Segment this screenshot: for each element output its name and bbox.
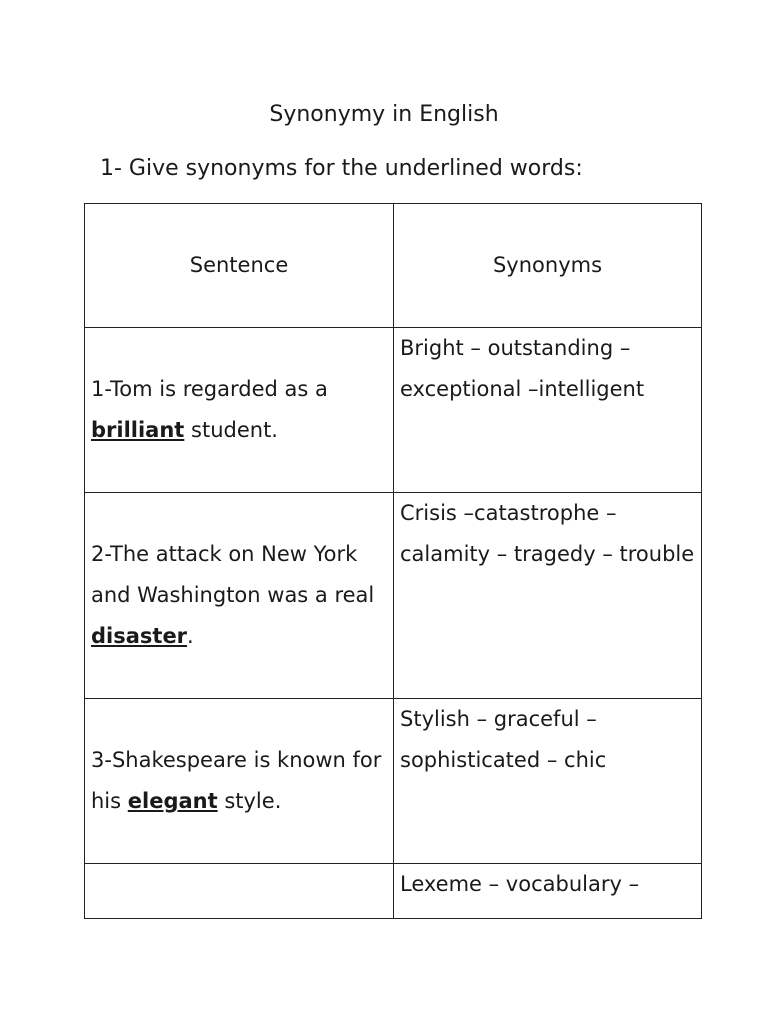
sentence-text	[91, 328, 387, 451]
table-row	[85, 864, 702, 919]
synonyms-text: Lexeme – vocabulary –	[400, 872, 640, 896]
sentence-part: student.	[184, 418, 278, 442]
page-title: Synonymy in English	[269, 102, 499, 127]
table-header-row	[85, 204, 702, 328]
synonyms-text: Bright – outstanding – exceptional –intelligent	[400, 336, 645, 401]
sentence-part: 3-Shakespeare is known for his	[91, 748, 382, 813]
instruction-text: 1- Give synonyms for the underlined words:	[100, 156, 583, 181]
synonyms-text: Crisis –catastrophe – calamity – tragedy – trouble	[400, 501, 695, 566]
synonyms-cell	[394, 493, 702, 699]
underlined-keyword: brilliant	[91, 418, 185, 442]
sentence-cell	[85, 699, 394, 864]
sentence-part: .	[187, 624, 194, 648]
sentence-text	[91, 493, 387, 657]
table-row	[85, 699, 702, 864]
underlined-keyword: elegant	[127, 789, 218, 813]
sentence-part: 1-Tom is regarded as a	[91, 377, 328, 401]
synonyms-text: Stylish – graceful – sophisticated – chic	[400, 707, 607, 772]
sentence-cell	[85, 864, 394, 919]
synonyms-cell	[394, 328, 702, 493]
header-synonyms: Synonyms	[394, 204, 702, 328]
sentence-cell	[85, 328, 394, 493]
synonyms-cell	[394, 864, 702, 919]
synonyms-table	[84, 203, 702, 919]
sentence-part: 2-The attack on New York and Washington was a real	[91, 542, 375, 607]
sentence-text	[91, 864, 387, 905]
sentence-text	[91, 699, 387, 822]
header-sentence: Sentence	[85, 204, 394, 328]
table-row	[85, 493, 702, 699]
synonyms-cell	[394, 699, 702, 864]
table-row	[85, 328, 702, 493]
sentence-part: style.	[217, 789, 282, 813]
underlined-keyword: disaster	[91, 624, 188, 648]
sentence-cell	[85, 493, 394, 699]
